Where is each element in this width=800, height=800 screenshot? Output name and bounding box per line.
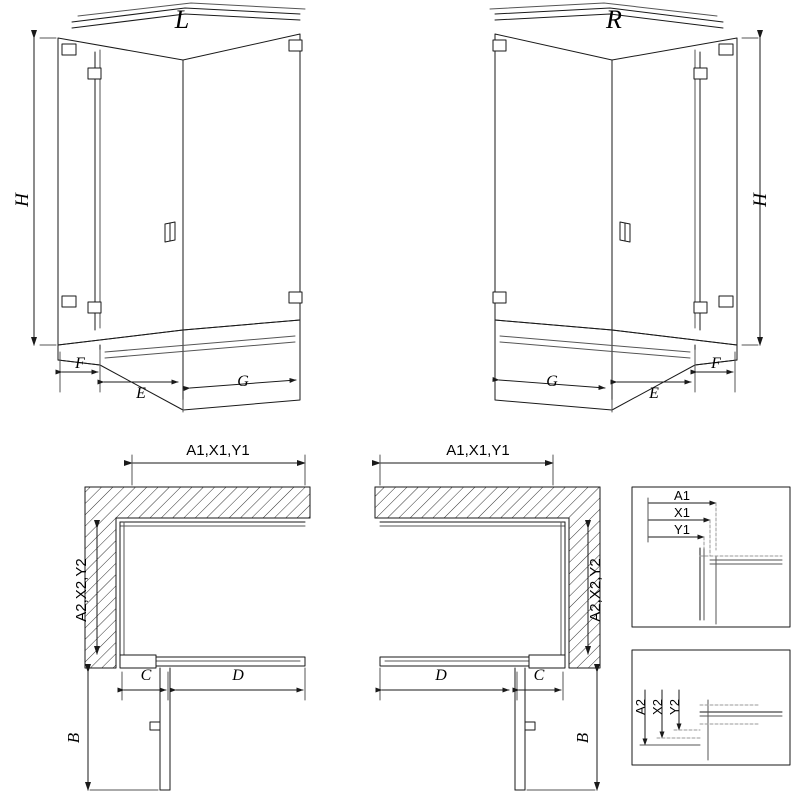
iso-view-right [490, 3, 760, 412]
plan-view-left [85, 455, 310, 790]
dim-d-right: D [435, 667, 447, 684]
dim-h-left: H [12, 193, 33, 207]
dim-a2x2y2-left: A2,X2,Y2 [73, 558, 90, 622]
dim-d-left: D [232, 667, 244, 684]
plan-view-right [375, 455, 600, 790]
detail-top [632, 487, 790, 627]
detail-dim-y2: Y2 [667, 699, 682, 715]
label-view-left: L [174, 5, 190, 34]
dim-b-right: B [573, 732, 592, 744]
label-view-right: R [606, 5, 622, 34]
dim-c-right: C [533, 667, 545, 684]
dim-h-right: H [750, 193, 771, 207]
dim-e-left: E [136, 385, 146, 402]
dim-e-right: E [649, 385, 659, 402]
detail-dim-x1: X1 [674, 505, 690, 520]
dim-g-left: G [237, 373, 249, 390]
iso-view-left [34, 3, 305, 412]
detail-dim-a1: A1 [674, 488, 690, 503]
dim-f-left: F [75, 355, 85, 372]
detail-dim-y1: Y1 [674, 522, 690, 537]
detail-dim-x2: X2 [650, 699, 665, 715]
dim-c-left: C [140, 667, 152, 684]
dim-a1x1y1-right: A1,X1,Y1 [446, 442, 510, 459]
dim-f-right: F [711, 355, 721, 372]
dim-g-right: G [546, 373, 558, 390]
dim-a1x1y1-left: A1,X1,Y1 [186, 442, 250, 459]
detail-dim-a2: A2 [633, 699, 648, 715]
dim-b-left: B [64, 732, 83, 744]
dim-a2x2y2-right: A2,X2,Y2 [587, 558, 604, 622]
